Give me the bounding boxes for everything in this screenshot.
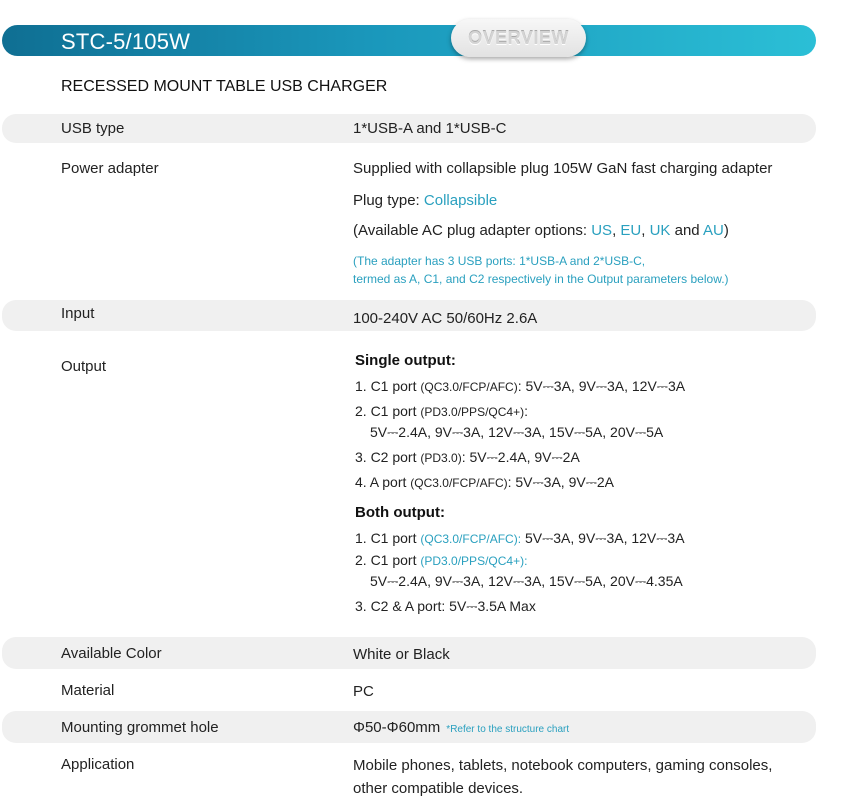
material-value: PC bbox=[353, 683, 374, 700]
port-spec: : 5V⎓3A, 9V⎓3A, 12V⎓3A bbox=[517, 378, 686, 394]
port-name: 1. C1 port bbox=[355, 530, 421, 546]
plug-options-line bbox=[353, 222, 729, 239]
port-spec: : 5V⎓2.4A, 9V⎓2A bbox=[461, 449, 580, 465]
both-output-heading: Both output: bbox=[355, 504, 445, 521]
grommet-value: Φ50-Φ60mm bbox=[353, 719, 441, 736]
both-output-item: 3. C2 & A port: 5V⎓3.5A Max bbox=[355, 598, 536, 614]
options-separator: , bbox=[612, 222, 621, 239]
usb-type-label: USB type bbox=[61, 120, 125, 137]
options-separator: , bbox=[641, 222, 650, 239]
option-uk: UK bbox=[649, 222, 671, 239]
input-label: Input bbox=[61, 305, 95, 322]
options-suffix: ) bbox=[723, 222, 729, 239]
port-name: 2. C1 port bbox=[355, 552, 421, 568]
port-protocol: (PD3.0/PPS/QC4+): bbox=[420, 554, 528, 568]
option-us: US bbox=[591, 222, 613, 239]
product-subtitle: RECESSED MOUNT TABLE USB CHARGER bbox=[61, 78, 388, 95]
port-protocol: (PD3.0) bbox=[420, 451, 462, 465]
overview-tab-label: OVERVIEW bbox=[468, 28, 569, 48]
port-name: 2. C1 port bbox=[355, 403, 421, 419]
port-spec: : 5V⎓3A, 9V⎓2A bbox=[507, 474, 615, 490]
header-banner bbox=[2, 25, 816, 56]
option-eu: EU bbox=[620, 222, 642, 239]
port-protocol: (QC3.0/FCP/AFC): bbox=[420, 532, 522, 546]
adapter-note-line-2: termed as A, C1, and C2 respectively in the Output parameters below.) bbox=[353, 272, 729, 286]
port-name: 3. C2 port bbox=[355, 449, 421, 465]
port-protocol: (QC3.0/FCP/AFC) bbox=[410, 476, 508, 490]
adapter-note-line-1: (The adapter has 3 USB ports: 1*USB-A and 2*USB-C, bbox=[353, 254, 646, 268]
options-and: and bbox=[670, 222, 703, 239]
power-adapter-value: Supplied with collapsible plug 105W GaN fast charging adapter bbox=[353, 160, 773, 177]
input-value: 100-240V AC 50/60Hz 2.6A bbox=[353, 310, 538, 327]
power-adapter-label: Power adapter bbox=[61, 160, 159, 177]
both-output-item bbox=[355, 530, 685, 547]
plug-type-line bbox=[353, 192, 497, 209]
plug-type-prefix: Plug type: bbox=[353, 192, 424, 209]
port-protocol: (PD3.0/PPS/QC4+) bbox=[420, 405, 525, 419]
option-au: AU bbox=[702, 222, 724, 239]
material-label: Material bbox=[61, 682, 115, 699]
single-output-item-continued: 5V⎓2.4A, 9V⎓3A, 12V⎓3A, 15V⎓5A, 20V⎓5A bbox=[370, 424, 664, 440]
grommet-label: Mounting grommet hole bbox=[61, 719, 219, 736]
single-output-item bbox=[355, 449, 580, 466]
port-protocol: (QC3.0/FCP/AFC) bbox=[420, 380, 518, 394]
port-spec: : bbox=[524, 403, 528, 419]
color-value: White or Black bbox=[353, 646, 450, 663]
plug-type-value: Collapsible bbox=[423, 192, 498, 209]
output-label: Output bbox=[61, 358, 107, 375]
usb-type-value: 1*USB-A and 1*USB-C bbox=[353, 120, 507, 137]
color-label: Available Color bbox=[61, 645, 162, 662]
application-value-line-2: other compatible devices. bbox=[353, 780, 524, 797]
grommet-value-line bbox=[353, 719, 569, 736]
port-name: 4. A port bbox=[355, 474, 411, 490]
port-spec: 5V⎓3A, 9V⎓3A, 12V⎓3A bbox=[521, 530, 685, 546]
structure-chart-note: *Refer to the structure chart bbox=[446, 724, 570, 735]
both-output-item bbox=[355, 552, 527, 568]
product-model-title: STC-5/105W bbox=[61, 29, 191, 54]
overview-tab[interactable] bbox=[451, 19, 586, 57]
application-value-line-1: Mobile phones, tablets, notebook computers, gaming consoles, bbox=[353, 757, 773, 774]
single-output-heading: Single output: bbox=[355, 352, 456, 369]
application-label: Application bbox=[61, 756, 135, 773]
both-output-item-continued: 5V⎓2.4A, 9V⎓3A, 12V⎓3A, 15V⎓5A, 20V⎓4.35A bbox=[370, 573, 683, 589]
options-prefix: (Available AC plug adapter options: bbox=[353, 222, 592, 239]
single-output-item bbox=[355, 403, 528, 419]
single-output-item bbox=[355, 474, 614, 491]
port-name: 1. C1 port bbox=[355, 378, 421, 394]
single-output-item bbox=[355, 378, 685, 395]
